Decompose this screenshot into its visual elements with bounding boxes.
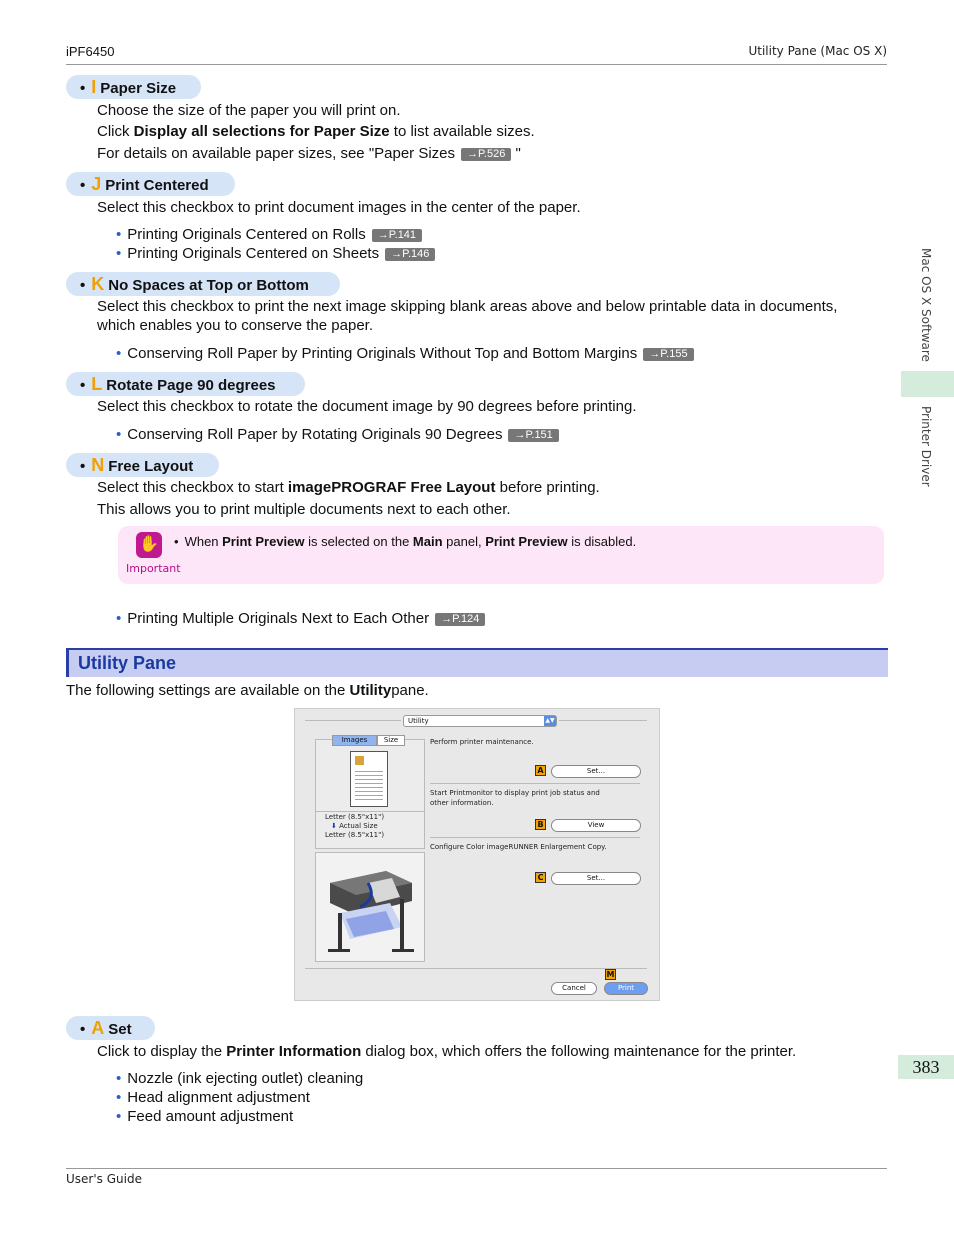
set-button-c[interactable]: Set... [551, 872, 641, 885]
print-button[interactable]: Print [604, 982, 648, 995]
printer-illustration [315, 852, 425, 962]
arrow-down-icon: ⬇ [331, 822, 337, 830]
tab-size[interactable]: Size [377, 735, 405, 746]
item-heading-rotate: • L Rotate Page 90 degrees [66, 372, 305, 396]
important-label: Important [126, 562, 181, 575]
footer-rule [66, 1168, 887, 1169]
utility-pane-screenshot [294, 708, 660, 1001]
section-intro: The following settings are available on the Utilitypane. [66, 682, 429, 699]
paper-size-desc: Choose the size of the paper you will print on. [97, 102, 401, 119]
list-item: • Head alignment adjustment [116, 1089, 310, 1106]
header-rule [66, 64, 887, 65]
page-ref-link[interactable]: →P.526 [461, 148, 511, 161]
printmonitor-text: Start Printmonitor to display print job status and other information. [430, 789, 600, 807]
size-info: Letter (8.5"x11") ⬇ Actual Size Letter (8.5"x11") [325, 813, 385, 839]
tab-images[interactable]: Images [332, 735, 377, 746]
cancel-button[interactable]: Cancel [551, 982, 597, 995]
page-thumbnail [350, 751, 388, 807]
list-item: • Conserving Roll Paper by Rotating Originals 90 Degrees →P.151 [116, 425, 559, 444]
dropdown-arrow-icon: ▲▼ [545, 717, 555, 724]
perform-text: Perform printer maintenance. [430, 738, 534, 746]
list-item: • Printing Multiple Originals Next to Each Other →P.124 [116, 609, 485, 628]
footer-guide: User's Guide [66, 1172, 142, 1186]
page-ref-link[interactable]: →P.146 [385, 248, 435, 261]
side-section-label: Mac OS X Software [919, 248, 933, 362]
list-item: • Printing Originals Centered on Sheets →P.146 [116, 244, 435, 263]
item-heading-paper-size: • I Paper Size [66, 75, 201, 99]
marker-m: M [606, 970, 615, 979]
item-heading-set: • A Set [66, 1016, 155, 1040]
page-number: 383 [898, 1055, 954, 1079]
hand-stop-icon: ✋ [136, 532, 162, 558]
no-spaces-desc-2: which enables you to conserve the paper. [97, 317, 374, 334]
page-ref-link[interactable]: →P.124 [435, 613, 485, 626]
list-item: • Printing Originals Centered on Rolls →P.141 [116, 225, 422, 244]
print-centered-desc: Select this checkbox to print document images in the center of the paper. [97, 199, 581, 216]
page-ref-link[interactable]: →P.151 [508, 429, 558, 442]
no-spaces-desc-1: Select this checkbox to print the next image skipping blank areas above and below printable data in documents, [97, 298, 838, 315]
set-button-a[interactable]: Set... [551, 765, 641, 778]
list-item: • Feed amount adjustment [116, 1108, 294, 1125]
free-layout-desc-1: Select this checkbox to start imagePROGRAF Free Layout before printing. [97, 479, 600, 496]
marker-c: C [535, 872, 546, 883]
rotate-desc: Select this checkbox to rotate the document image by 90 degrees before printing. [97, 398, 637, 415]
header-model: iPF6450 [66, 44, 115, 59]
paper-size-click: Click Display all selections for Paper Size to list available sizes. [97, 123, 535, 140]
free-layout-desc-2: This allows you to print multiple documents next to each other. [97, 501, 511, 518]
side-chapter-label: Printer Driver [919, 406, 933, 487]
configure-text: Configure Color imageRUNNER Enlargement Copy. [430, 843, 607, 851]
item-heading-print-centered: • J Print Centered [66, 172, 235, 196]
view-button[interactable]: View [551, 819, 641, 832]
header-section: Utility Pane (Mac OS X) [748, 44, 887, 58]
page-ref-link[interactable]: →P.141 [372, 229, 422, 242]
list-item: • Nozzle (ink ejecting outlet) cleaning [116, 1070, 364, 1087]
utility-dropdown[interactable]: Utility ▲▼ [403, 715, 557, 727]
set-desc: Click to display the Printer Information dialog box, which offers the following maintenance for the printer. [97, 1043, 797, 1060]
marker-a: A [535, 765, 546, 776]
side-tab-marker [901, 371, 954, 397]
section-heading: Utility Pane [66, 648, 888, 677]
page-ref-link[interactable]: →P.155 [643, 348, 693, 361]
paper-size-details: For details on available paper sizes, see "Paper Sizes →P.526 " [97, 145, 521, 162]
list-item: • Conserving Roll Paper by Printing Originals Without Top and Bottom Margins →P.155 [116, 344, 694, 363]
important-text: • When Print Preview is selected on the Main panel, Print Preview is disabled. [174, 534, 637, 549]
marker-b: B [535, 819, 546, 830]
item-heading-no-spaces: • K No Spaces at Top or Bottom [66, 272, 340, 296]
item-heading-free-layout: • N Free Layout [66, 453, 219, 477]
